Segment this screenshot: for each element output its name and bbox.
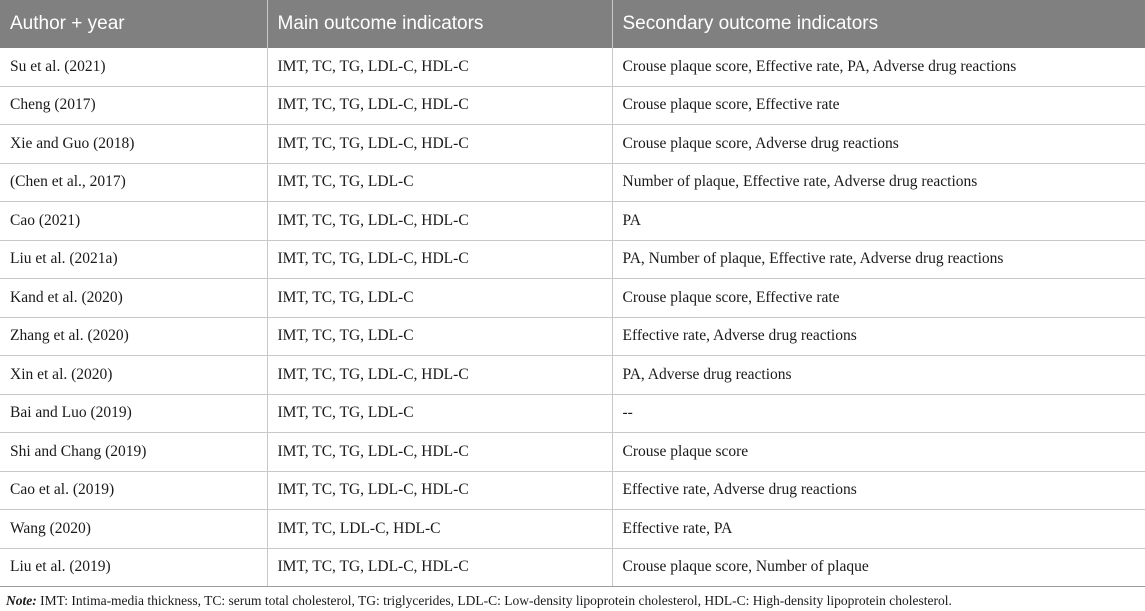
table-row [0, 279, 1145, 318]
cell-author: Zhang et al. (2020) [0, 317, 267, 356]
cell-secondary-outcome: PA [612, 202, 1145, 241]
cell-author: Cao (2021) [0, 202, 267, 241]
cell-author: Bai and Luo (2019) [0, 394, 267, 433]
cell-author: Su et al. (2021) [0, 48, 267, 86]
header-main-outcome: Main outcome indicators [267, 0, 612, 48]
table-row [0, 86, 1145, 125]
cell-main-outcome: IMT, TC, TG, LDL-C [267, 279, 612, 318]
header-secondary-outcome: Secondary outcome indicators [612, 0, 1145, 48]
table-header [0, 0, 1145, 48]
table-footnote [6, 593, 952, 609]
cell-main-outcome: IMT, TC, TG, LDL-C, HDL-C [267, 86, 612, 125]
table-row [0, 471, 1145, 510]
table-row [0, 125, 1145, 164]
cell-secondary-outcome: Crouse plaque score, Effective rate [612, 86, 1145, 125]
table-row [0, 317, 1145, 356]
cell-secondary-outcome: Effective rate, PA [612, 510, 1145, 549]
cell-author: Xin et al. (2020) [0, 356, 267, 395]
footnote-label: Note: [6, 593, 37, 608]
cell-secondary-outcome: Crouse plaque score, Effective rate [612, 279, 1145, 318]
table-row [0, 433, 1145, 472]
cell-author: Shi and Chang (2019) [0, 433, 267, 472]
cell-main-outcome: IMT, TC, TG, LDL-C, HDL-C [267, 48, 612, 86]
cell-author: Cao et al. (2019) [0, 471, 267, 510]
cell-author: Xie and Guo (2018) [0, 125, 267, 164]
cell-author: Liu et al. (2019) [0, 548, 267, 587]
cell-secondary-outcome: Effective rate, Adverse drug reactions [612, 471, 1145, 510]
cell-secondary-outcome: Crouse plaque score, Number of plaque [612, 548, 1145, 587]
cell-author: Kand et al. (2020) [0, 279, 267, 318]
header-row [0, 0, 1145, 48]
table-row [0, 510, 1145, 549]
cell-main-outcome: IMT, TC, TG, LDL-C, HDL-C [267, 125, 612, 164]
cell-secondary-outcome: Effective rate, Adverse drug reactions [612, 317, 1145, 356]
cell-secondary-outcome: Crouse plaque score, Adverse drug reactions [612, 125, 1145, 164]
cell-author: Wang (2020) [0, 510, 267, 549]
header-author-year: Author + year [0, 0, 267, 48]
cell-secondary-outcome: Crouse plaque score, Effective rate, PA, Adverse drug reactions [612, 48, 1145, 86]
cell-author: Cheng (2017) [0, 86, 267, 125]
cell-main-outcome: IMT, TC, LDL-C, HDL-C [267, 510, 612, 549]
cell-main-outcome: IMT, TC, TG, LDL-C [267, 394, 612, 433]
table-body [0, 48, 1145, 587]
cell-main-outcome: IMT, TC, TG, LDL-C [267, 163, 612, 202]
cell-main-outcome: IMT, TC, TG, LDL-C, HDL-C [267, 548, 612, 587]
table-row [0, 240, 1145, 279]
cell-secondary-outcome: Crouse plaque score [612, 433, 1145, 472]
table-row [0, 356, 1145, 395]
table-row [0, 548, 1145, 587]
table-row [0, 394, 1145, 433]
cell-author: (Chen et al., 2017) [0, 163, 267, 202]
table-row [0, 48, 1145, 86]
cell-secondary-outcome: -- [612, 394, 1145, 433]
cell-main-outcome: IMT, TC, TG, LDL-C, HDL-C [267, 356, 612, 395]
cell-secondary-outcome: PA, Number of plaque, Effective rate, Adverse drug reactions [612, 240, 1145, 279]
table-row [0, 202, 1145, 241]
cell-main-outcome: IMT, TC, TG, LDL-C, HDL-C [267, 471, 612, 510]
cell-author: Liu et al. (2021a) [0, 240, 267, 279]
cell-secondary-outcome: PA, Adverse drug reactions [612, 356, 1145, 395]
cell-main-outcome: IMT, TC, TG, LDL-C, HDL-C [267, 433, 612, 472]
cell-secondary-outcome: Number of plaque, Effective rate, Adverse drug reactions [612, 163, 1145, 202]
cell-main-outcome: IMT, TC, TG, LDL-C, HDL-C [267, 202, 612, 241]
cell-main-outcome: IMT, TC, TG, LDL-C [267, 317, 612, 356]
footnote-text: IMT: Intima-media thickness, TC: serum total cholesterol, TG: triglycerides, LDL-C: Low-density lipoprotein cholesterol, HDL-C: High-density lipoprotein cholesterol. [36, 593, 952, 608]
cell-main-outcome: IMT, TC, TG, LDL-C, HDL-C [267, 240, 612, 279]
table-row [0, 163, 1145, 202]
